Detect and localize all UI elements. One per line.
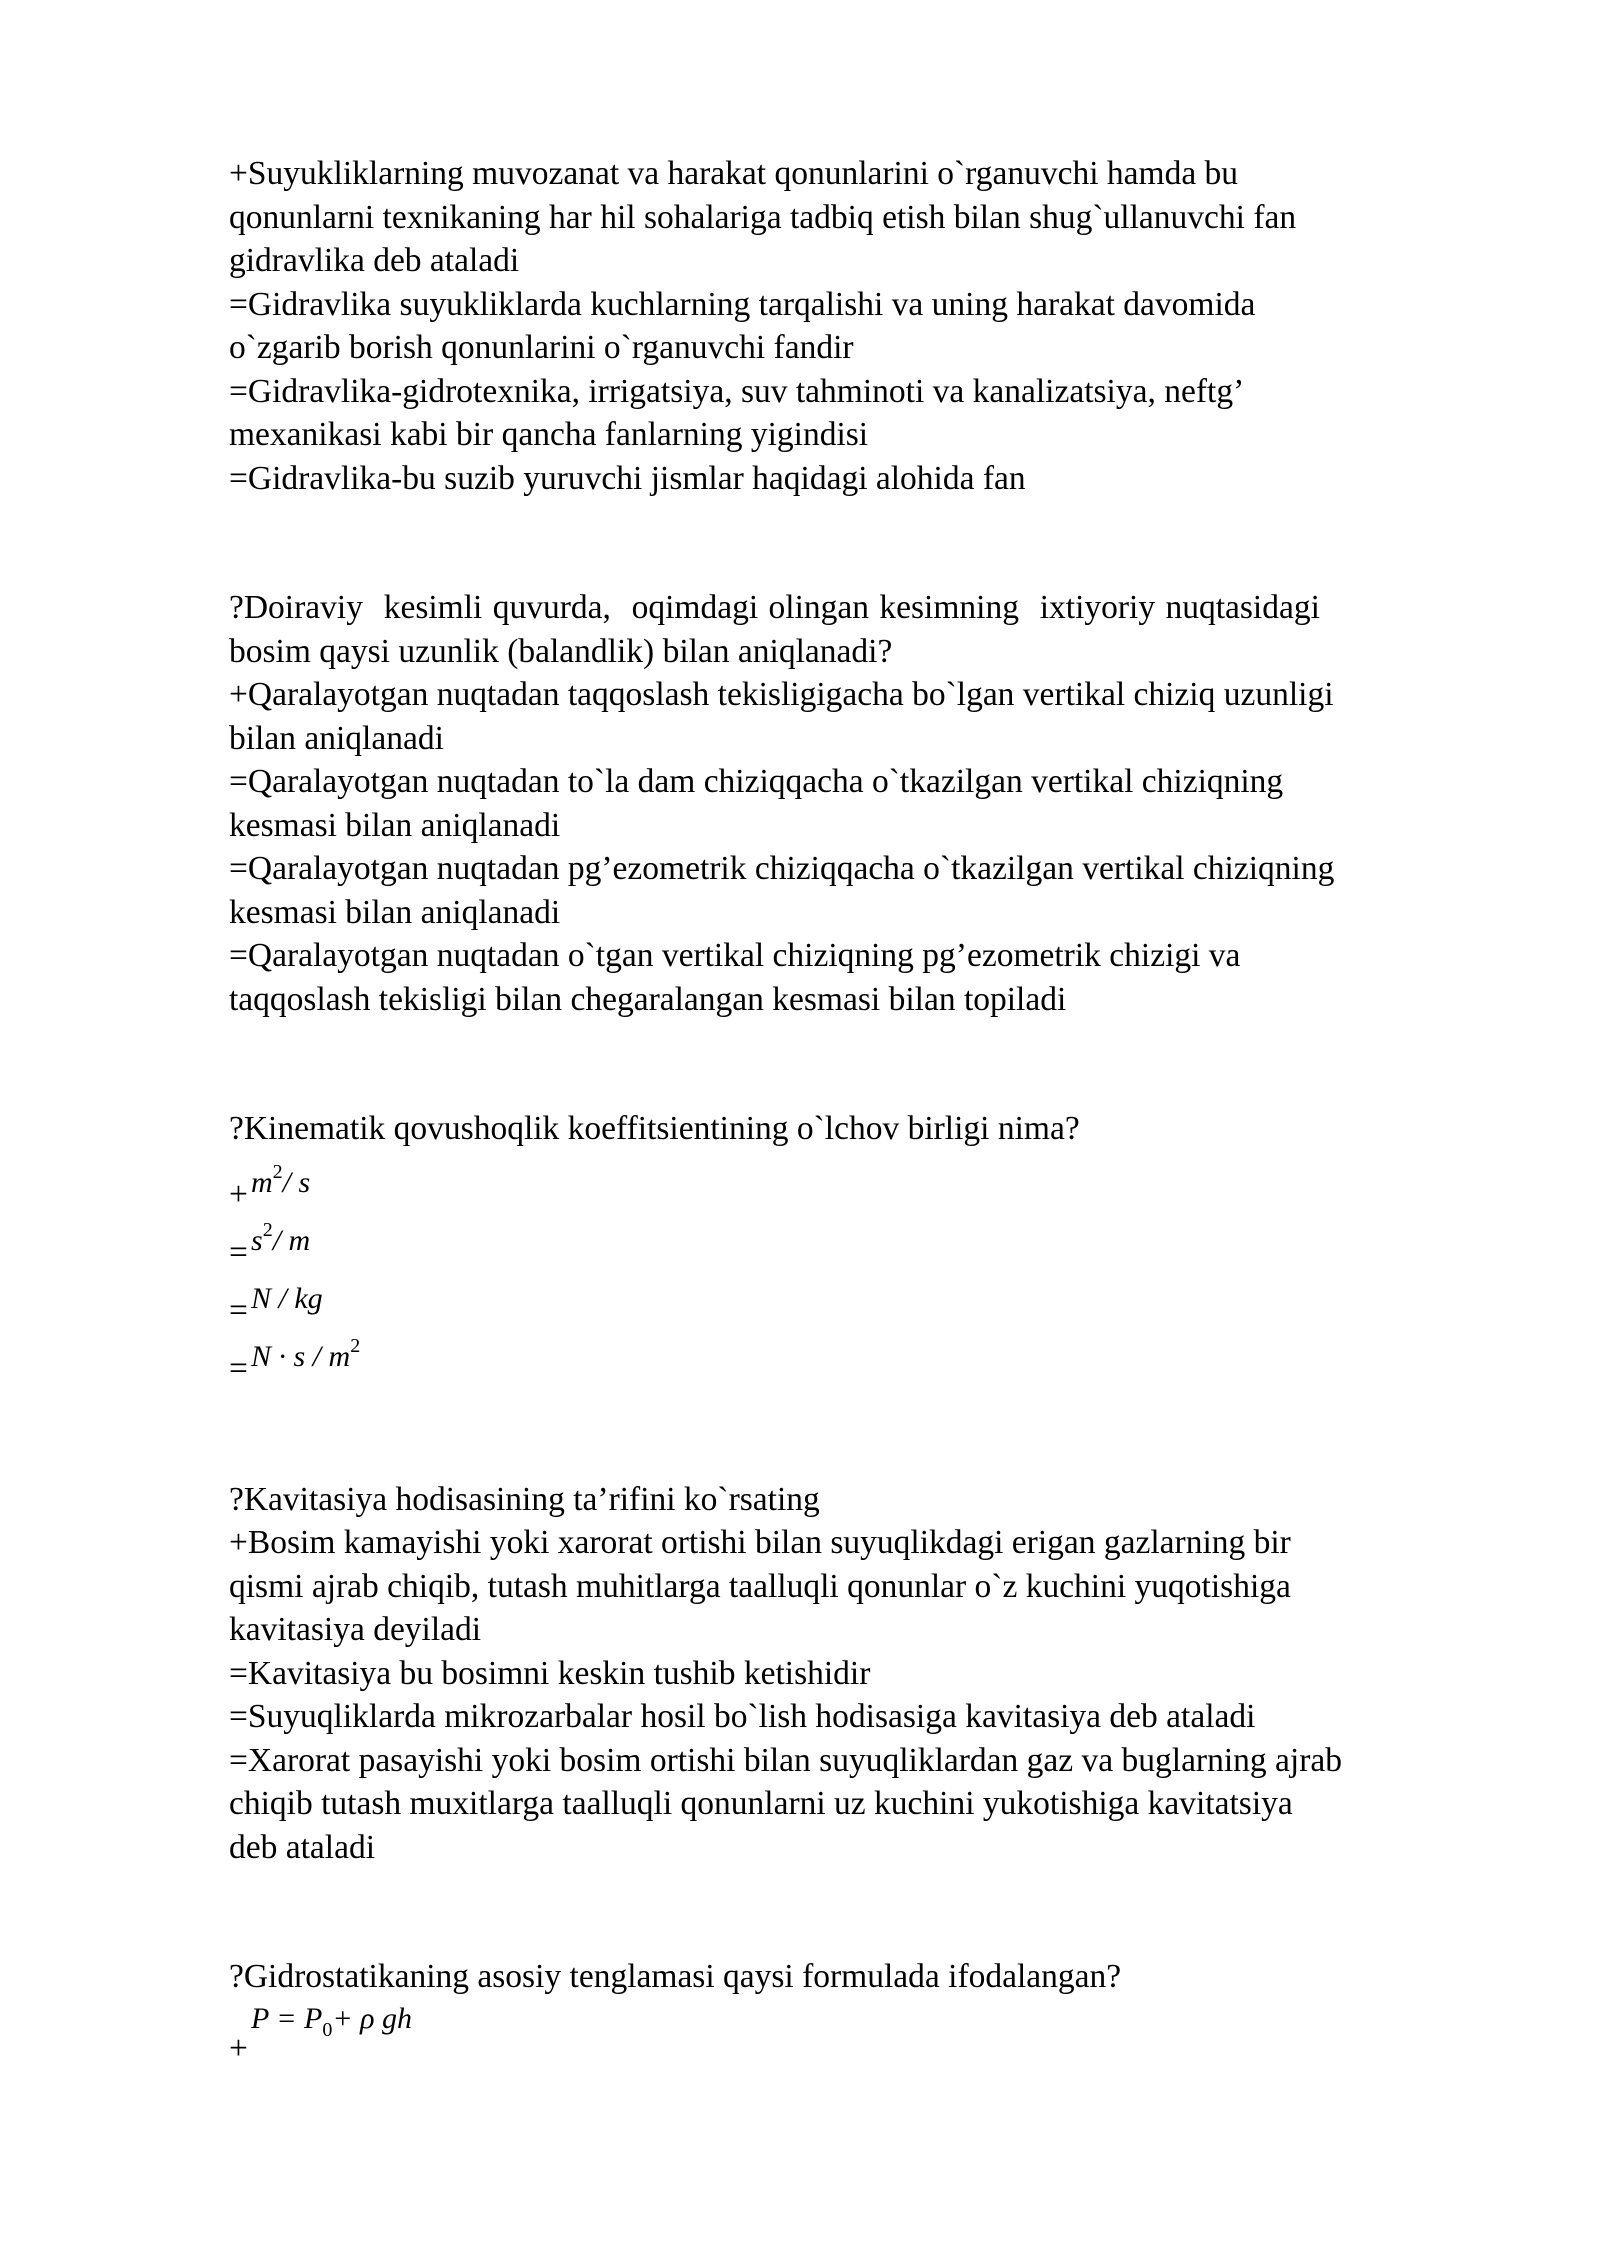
answer-line: chiqib tutash muxitlarga taalluqli qonunlarni uz kuchini yukotishiga kavitatsiya: [229, 1785, 1293, 1822]
question-text: ?Gidrostatikaning asosiy tenglamasi qaysi formulada ifodalangan?: [229, 1958, 1122, 1995]
answer-line: gidravlika deb ataladi: [229, 242, 520, 279]
answer-line: qismi ajrab chiqib, tutash muhitlarga taalluqli qonunlar o`z kuchini yuqotishiga: [229, 1567, 1291, 1605]
option-formula: $P = P_0+ \rho$ gh: [251, 2001, 413, 2041]
answer-line: =Gidravlika suyukliklarda kuchlarning tarqalishi va uning harakat davomida: [229, 285, 1256, 323]
answer-line: +Suyukliklarning muvozanat va harakat qonunlarini o`rganuvchi hamda bu: [229, 155, 1239, 192]
spacer: [229, 500, 1489, 586]
answer-line: kesmasi bilan aniqlanadi: [229, 893, 561, 931]
answer-line: =Qaralayotgan nuqtadan to`la dam chiziqqacha o`tkazilgan vertikal chiziqning: [229, 763, 1284, 800]
option-mark: =: [229, 1233, 248, 1271]
option-row: [229, 1151, 1489, 1213]
question-block-2: [229, 586, 1489, 1021]
answer-line: deb ataladi: [229, 1828, 376, 1866]
option-formula: $s^2/$ m: [251, 1218, 311, 1257]
spacer: [229, 1869, 1489, 1955]
option-mark: =: [229, 1349, 248, 1387]
option-row: [229, 1209, 1489, 1271]
question-text: ?Kavitasiya hodisasining ta’rifini ko`rsating: [229, 1480, 820, 1518]
question-block-3: [229, 1107, 1489, 1387]
option-formula: $N \cdot s / m^2$: [251, 1334, 361, 1373]
answer-line: =Qaralayotgan nuqtadan pg’ezometrik chiziqqacha o`tkazilgan vertikal chiziqning: [229, 850, 1335, 887]
answer-line: qonunlarni texnikaning har hil sohalariga tadbiq etish bilan shug`ullanuvchi fan: [229, 198, 1297, 236]
answer-line: bilan aniqlanadi: [229, 719, 444, 757]
answer-line: +Qaralayotgan nuqtadan taqqoslash tekisligigacha bo`lgan vertikal chiziq uzunligi: [229, 676, 1334, 713]
option-row: [229, 1999, 1489, 2069]
option-mark: +: [229, 1175, 248, 1213]
answer-line: =Xarorat pasayishi yoki bosim ortishi bilan suyuqliklardan gaz va buglarning ajrab: [229, 1741, 1342, 1779]
question-block-5: [229, 1955, 1489, 2069]
option-formula: $m^2/$ s: [251, 1160, 311, 1199]
option-mark: +: [229, 2029, 248, 2067]
option-row: [229, 1325, 1489, 1387]
answer-line: =Gidravlika-gidrotexnika, irrigatsiya, suv tahminoti va kanalizatsiya, neftg’: [229, 372, 1245, 410]
answer-line: kavitasiya deyiladi: [229, 1611, 482, 1648]
spacer: [229, 1383, 1489, 1478]
question-block-4: [229, 1478, 1489, 1870]
document-content: [229, 152, 1489, 2069]
answer-line: taqqoslash tekisligi bilan chegaralangan kesmasi bilan topiladi: [229, 980, 1067, 1018]
question-text: ?Doiraviy kesimli quvurda, oqimdagi olingan kesimning ixtiyoriy nuqtasidagi: [229, 589, 1320, 626]
option-row: [229, 1267, 1489, 1329]
answer-line: =Gidravlika-bu suzib yuruvchi jismlar haqidagi alohida fan: [229, 459, 1026, 497]
question-text: ?Kinematik qovushoqlik koeffitsientining o`lchov birligi nima?: [229, 1110, 1080, 1147]
answer-line: =Qaralayotgan nuqtadan o`tgan vertikal chiziqning pg’ezometrik chizigi va: [229, 937, 1241, 974]
answer-line: =Suyuqliklarda mikrozarbalar hosil bo`lish hodisasiga kavitasiya deb ataladi: [229, 1698, 1256, 1735]
answer-line: o`zgarib borish qonunlarini o`rganuvchi fandir: [229, 329, 854, 366]
question-block-1: [229, 152, 1489, 500]
option-formula: N / kg: [251, 1281, 323, 1315]
answer-line: +Bosim kamayishi yoki xarorat ortishi bilan suyuqlikdagi erigan gazlarning bir: [229, 1524, 1291, 1561]
question-text: bosim qaysi uzunlik (balandlik) bilan aniqlanadi?: [229, 632, 893, 670]
spacer: [229, 1021, 1489, 1107]
answer-line: mexanikasi kabi bir qancha fanlarning yigindisi: [229, 416, 869, 453]
answer-line: =Kavitasiya bu bosimni keskin tushib ketishidir: [229, 1654, 871, 1692]
answer-line: kesmasi bilan aniqlanadi: [229, 806, 561, 844]
option-mark: =: [229, 1291, 248, 1329]
